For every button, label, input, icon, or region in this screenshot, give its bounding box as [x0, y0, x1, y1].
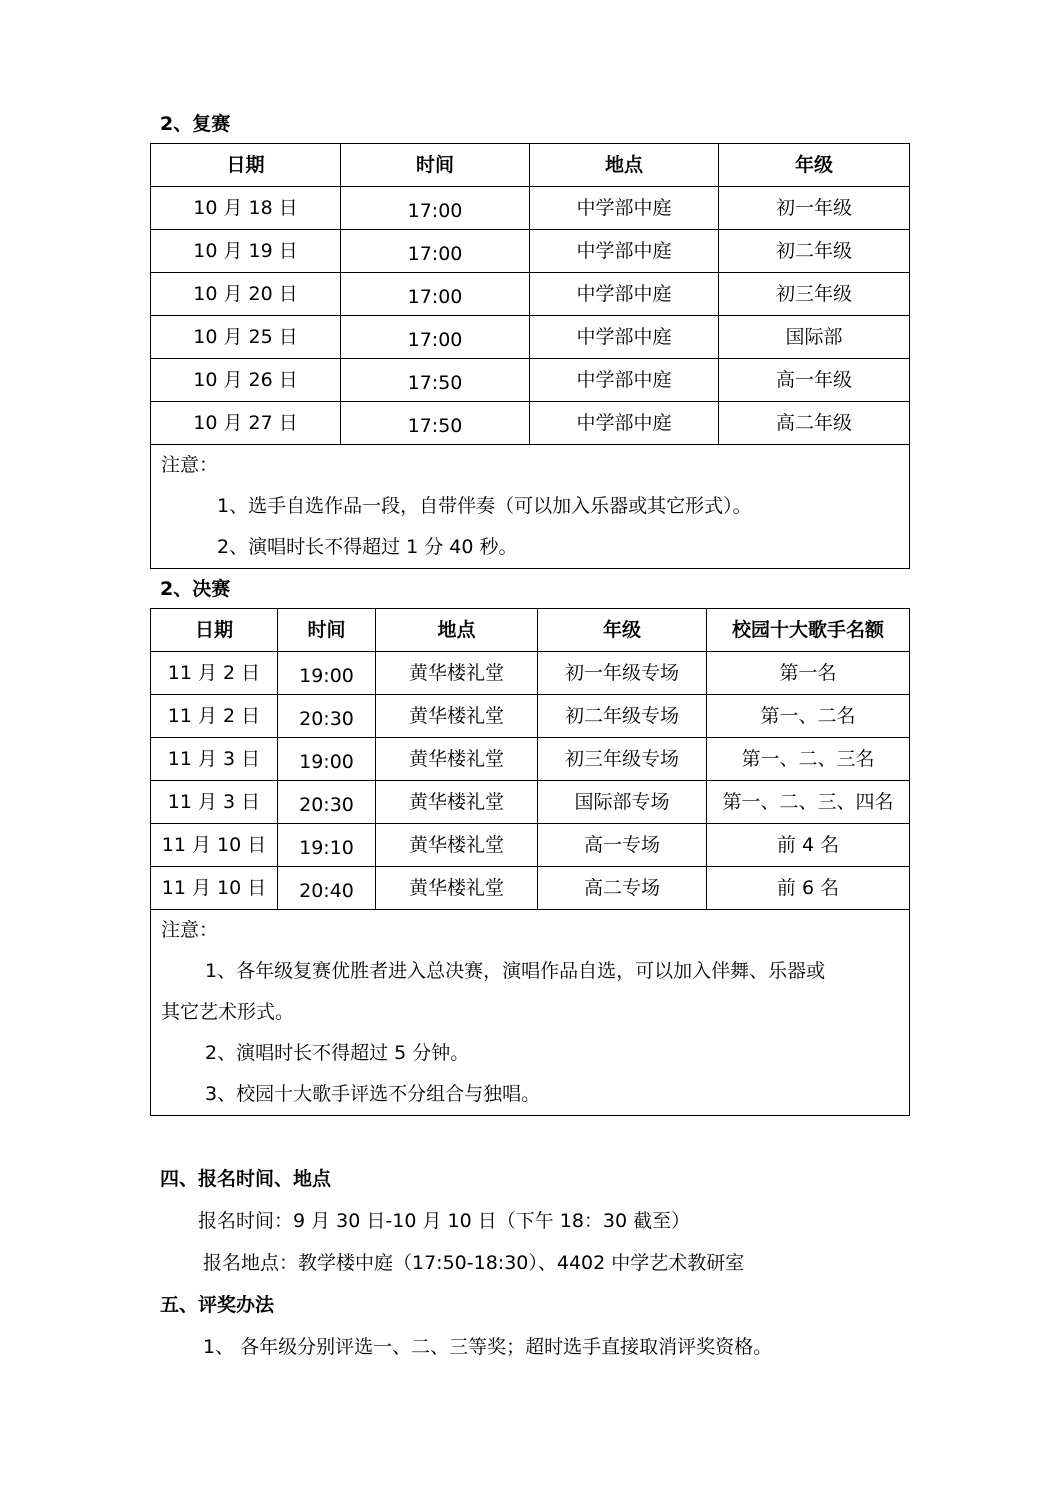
cell-quota: 第一名: [707, 652, 910, 695]
cell-time: 19:10: [278, 824, 376, 867]
notes-title: 注意：: [161, 454, 219, 476]
header-grade: 年级: [538, 609, 707, 652]
cell-place: 中学部中庭: [530, 187, 719, 230]
cell-quota: 前 4 名: [707, 824, 910, 867]
cell-time: 17:00: [341, 273, 530, 316]
note-item: 1、各年级复赛优胜者进入总决赛，演唱作品自选，可以加入伴舞、乐器或: [205, 960, 826, 982]
header-place: 地点: [376, 609, 538, 652]
cell-time: 17:00: [341, 230, 530, 273]
cell-place: 黄华楼礼堂: [376, 824, 538, 867]
cell-date: 11 月 3 日: [151, 781, 278, 824]
awards-heading: 五、评奖办法: [160, 1294, 275, 1316]
final-table: [150, 608, 910, 1116]
table-row: [151, 695, 910, 738]
semifinal-heading: 2、复赛: [160, 113, 231, 135]
header-time: 时间: [341, 144, 530, 187]
cell-date: 11 月 2 日: [151, 695, 278, 738]
header-place: 地点: [530, 144, 719, 187]
cell-grade: 初一年级专场: [538, 652, 707, 695]
cell-grade: 初二年级专场: [538, 695, 707, 738]
header-date: 日期: [151, 144, 341, 187]
cell-date: 10 月 18 日: [151, 187, 341, 230]
table-row: [151, 867, 910, 910]
notes-cell: [151, 445, 910, 569]
cell-time: 20:30: [278, 695, 376, 738]
cell-date: 10 月 20 日: [151, 273, 341, 316]
registration-time: 报名时间：9 月 30 日-10 月 10 日（下午 18：30 截至）: [198, 1210, 691, 1232]
cell-place: 中学部中庭: [530, 402, 719, 445]
cell-date: 10 月 27 日: [151, 402, 341, 445]
cell-time: 17:00: [341, 316, 530, 359]
header-time: 时间: [278, 609, 376, 652]
cell-date: 11 月 10 日: [151, 867, 278, 910]
table-row: [151, 230, 910, 273]
cell-place: 黄华楼礼堂: [376, 867, 538, 910]
cell-grade: 初二年级: [719, 230, 910, 273]
cell-grade: 初三年级专场: [538, 738, 707, 781]
cell-place: 黄华楼礼堂: [376, 781, 538, 824]
notes-row: [151, 445, 910, 569]
table-header-row: [151, 144, 910, 187]
cell-grade: 高一年级: [719, 359, 910, 402]
cell-time: 17:00: [341, 187, 530, 230]
cell-quota: 第一、二、三名: [707, 738, 910, 781]
header-grade: 年级: [719, 144, 910, 187]
cell-date: 11 月 2 日: [151, 652, 278, 695]
notes-title: 注意：: [161, 919, 219, 941]
cell-quota-text: 第一、二、三、四名: [722, 791, 894, 813]
cell-time: 19:00: [278, 738, 376, 781]
table-row: [151, 316, 910, 359]
cell-grade: 高一专场: [538, 824, 707, 867]
cell-time: 19:00: [278, 652, 376, 695]
cell-quota: [707, 781, 910, 824]
cell-place: 中学部中庭: [530, 316, 719, 359]
table-row: [151, 652, 910, 695]
cell-date: 11 月 10 日: [151, 824, 278, 867]
cell-grade: 初三年级: [719, 273, 910, 316]
cell-place: 黄华楼礼堂: [376, 738, 538, 781]
cell-grade: 初一年级: [719, 187, 910, 230]
cell-quota: 第一、二名: [707, 695, 910, 738]
cell-date: 10 月 19 日: [151, 230, 341, 273]
semifinal-table: [150, 143, 910, 569]
cell-date: 10 月 26 日: [151, 359, 341, 402]
cell-place: 中学部中庭: [530, 230, 719, 273]
cell-grade: 国际部专场: [538, 781, 707, 824]
table-row: [151, 273, 910, 316]
table-row: [151, 402, 910, 445]
cell-grade: 高二年级: [719, 402, 910, 445]
cell-time: 20:30: [278, 781, 376, 824]
cell-grade: 国际部: [719, 316, 910, 359]
table-row: [151, 781, 910, 824]
cell-place: 黄华楼礼堂: [376, 695, 538, 738]
note-item: 其它艺术形式。: [161, 1001, 295, 1023]
notes-cell: [151, 910, 910, 1116]
header-date: 日期: [151, 609, 278, 652]
registration-place: 报名地点：教学楼中庭（17:50-18:30）、4402 中学艺术教研室: [203, 1252, 745, 1274]
table-row: [151, 187, 910, 230]
cell-place: 中学部中庭: [530, 273, 719, 316]
cell-time: 20:40: [278, 867, 376, 910]
awards-line: 1、 各年级分别评选一、二、三等奖；超时选手直接取消评奖资格。: [203, 1336, 773, 1358]
cell-place: 黄华楼礼堂: [376, 652, 538, 695]
cell-grade: 高二专场: [538, 867, 707, 910]
cell-date: 11 月 3 日: [151, 738, 278, 781]
cell-time: 17:50: [341, 359, 530, 402]
cell-place: 中学部中庭: [530, 359, 719, 402]
note-item: 2、演唱时长不得超过 1 分 40 秒。: [217, 536, 518, 558]
registration-heading: 四、报名时间、地点: [160, 1168, 332, 1190]
header-quota: 校园十大歌手名额: [707, 609, 910, 652]
table-header-row: [151, 609, 910, 652]
note-item: 2、演唱时长不得超过 5 分钟。: [205, 1042, 470, 1064]
cell-date: 10 月 25 日: [151, 316, 341, 359]
note-item: 3、校园十大歌手评选不分组合与独唱。: [205, 1083, 541, 1105]
notes-row: [151, 910, 910, 1116]
cell-time: 17:50: [341, 402, 530, 445]
final-heading: 2、决赛: [160, 578, 231, 600]
table-row: [151, 738, 910, 781]
note-item: 1、选手自选作品一段，自带伴奏（可以加入乐器或其它形式）。: [217, 495, 752, 517]
table-row: [151, 824, 910, 867]
table-row: [151, 359, 910, 402]
cell-quota: 前 6 名: [707, 867, 910, 910]
